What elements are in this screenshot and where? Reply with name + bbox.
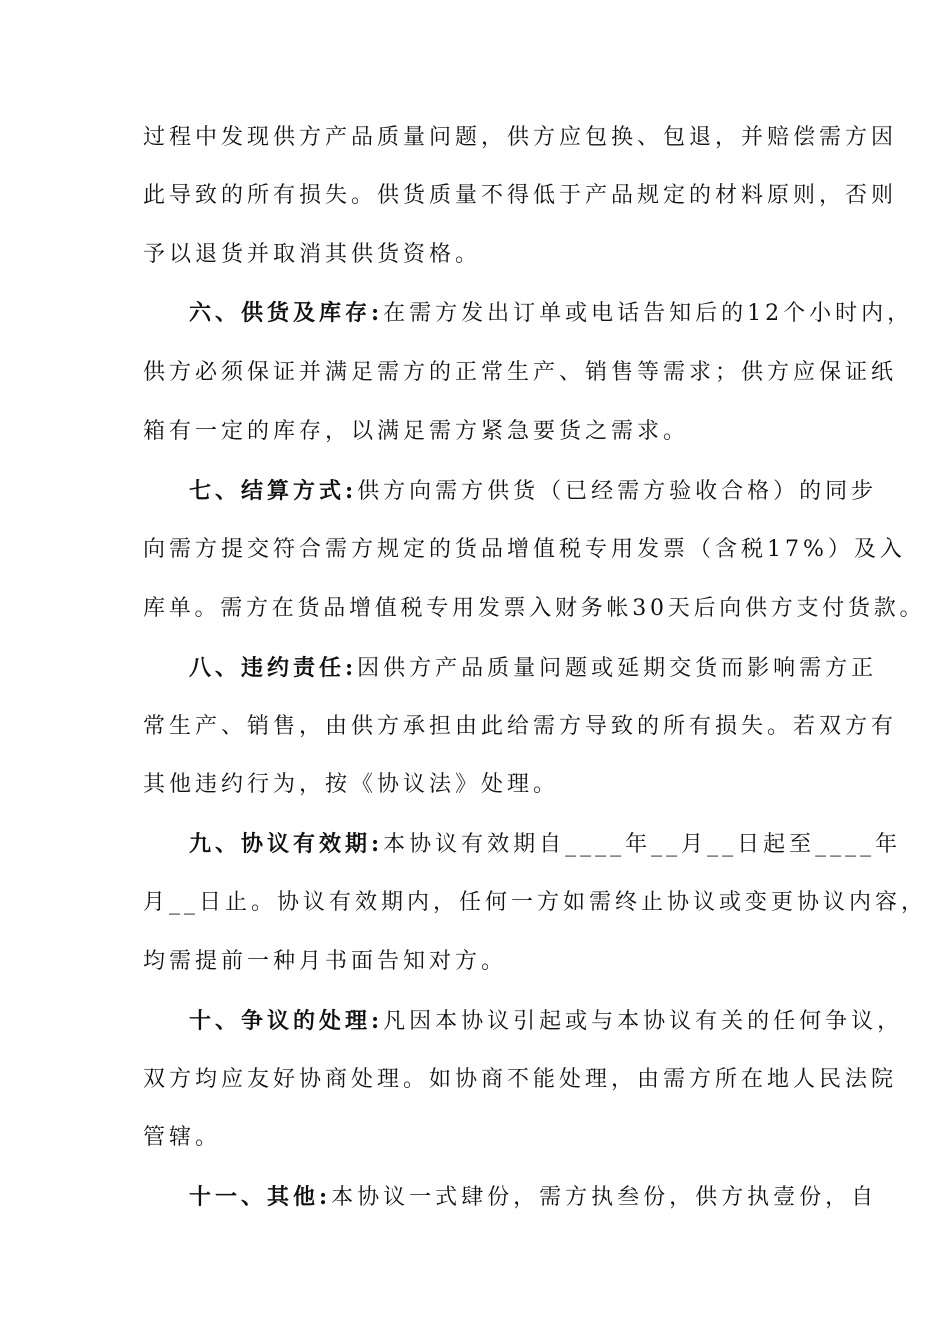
clause-first-line	[189, 1005, 903, 1038]
clause-text: 本协议有效期自____年__月__日起至____年	[383, 832, 902, 857]
clause-first-line	[189, 828, 901, 861]
clause-text: 本协议一式肆份，需方执叁份，供方执壹份，自	[331, 1185, 878, 1210]
clause-heading: 十一、其他:	[189, 1184, 332, 1210]
clause-text: 在需方发出订单或电话告知后的12个小时内，	[383, 301, 914, 326]
clause-heading: 六、供货及库存:	[189, 300, 384, 326]
clause-first-line	[189, 475, 877, 508]
body-line: 其他违约行为，按《协议法》处理。	[143, 772, 560, 797]
clause-text: 供方向需方供货（已经需方验收合格）的同步	[357, 479, 878, 504]
body-line: 管辖。	[143, 1125, 222, 1150]
clause-text: 因供方产品质量问题或延期交货而影响需方正	[357, 656, 878, 681]
body-line: 双方均应友好协商处理。如协商不能处理，由需方所在地人民法院	[143, 1067, 898, 1092]
body-line: 月__日止。协议有效期内，任何一方如需终止协议或变更协议内容，	[143, 890, 928, 915]
body-line: 供方必须保证并满足需方的正常生产、销售等需求；供方应保证纸	[143, 360, 898, 385]
body-line: 此导致的所有损失。供货质量不得低于产品规定的材料原则，否则	[143, 183, 898, 208]
clause-heading: 九、协议有效期:	[189, 831, 384, 857]
body-line: 均需提前一种月书面告知对方。	[143, 949, 508, 974]
clause-heading: 八、违约责任:	[189, 655, 358, 681]
clause-first-line	[189, 297, 913, 330]
body-line: 过程中发现供方产品质量问题，供方应包换、包退，并赔偿需方因	[143, 125, 898, 150]
body-line: 予以退货并取消其供货资格。	[143, 242, 482, 267]
clause-first-line	[189, 1181, 877, 1214]
clause-first-line	[189, 652, 877, 685]
clause-heading: 十、争议的处理:	[189, 1008, 384, 1034]
clause-text: 凡因本协议引起或与本协议有关的任何争议，	[383, 1009, 904, 1034]
body-line: 库单。需方在货品增值税专用发票入财务帐30天后向供方支付货款。	[143, 596, 926, 621]
body-line: 箱有一定的库存，以满足需方紧急要货之需求。	[143, 419, 690, 444]
body-line: 向需方提交符合需方规定的货品增值税专用发票（含税17%）及入	[143, 537, 906, 562]
clause-heading: 七、结算方式:	[189, 478, 358, 504]
body-line: 常生产、销售，由供方承担由此给需方导致的所有损失。若双方有	[143, 714, 898, 739]
